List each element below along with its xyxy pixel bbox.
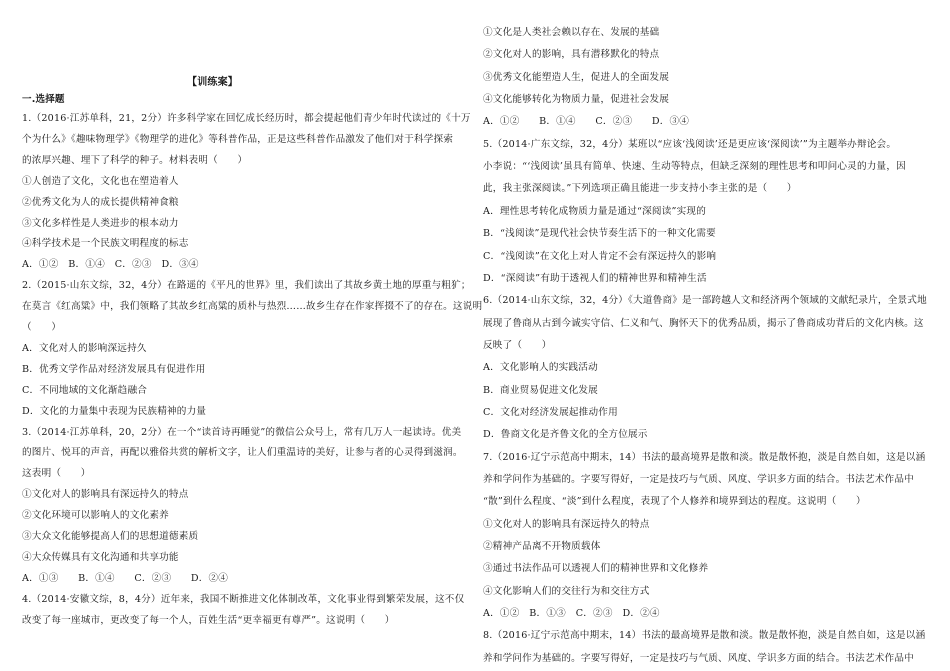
text-line: 5.（2014·广东文综，32，4分）某班以“应该‘浅阅读’还是更应该‘深阅读’”为主题举办辩论会。 [483, 139, 897, 150]
text-line: C．文化对经济发展起推动作用 [483, 407, 618, 418]
text-line: ④大众传媒具有文化沟通和共享功能 [22, 552, 179, 563]
text-line: D．鲁商文化是齐鲁文化的全方位展示 [483, 429, 648, 440]
text-line: 小李说：“‘浅阅读’虽具有简单、快速、生动等特点，但缺乏深刻的理性思考和叩问心灵的力量，因 [483, 161, 906, 172]
text-line: 3.（2014·江苏单科，20，2分）在一个“读首诗再睡觉”的微信公众号上，常有几万人一起读诗。优美 [22, 427, 462, 438]
text-line: C．不同地域的文化渐趋融合 [22, 385, 148, 396]
text-line: 的图片、悦耳的声音，再配以雅俗共赏的解析文字，让人们重温诗的美好，让参与者的心灵得到滋润。 [22, 447, 463, 458]
text-line: ①文化对人的影响具有深远持久的特点 [483, 519, 650, 530]
text-line: A．理性思考转化成物质力量是通过“深阅读”实现的 [483, 206, 707, 217]
text-line: ②精神产品离不开物质载体 [483, 541, 601, 552]
text-line: 反映了（ ） [483, 340, 552, 351]
text-line: ④科学技术是一个民族文明程度的标志 [22, 238, 189, 249]
text-line: 1.（2016·江苏单科，21，2分）许多科学家在回忆成长经历时，都会提起他们青少年时代读过的《十万 [22, 113, 471, 124]
text-line: D．“深阅读”有助于透视人们的精神世界和精神生活 [483, 273, 707, 284]
text-line: 养和学问作为基础的。字要写得好，一定是技巧与气质、风度、学识多方面的结合。书法艺术作品中 [483, 474, 914, 485]
text-line: 4.（2014·安徽文综，8，4分）近年来，我国不断推进文化体制改革，文化事业得到繁荣发展，这不仅 [22, 594, 465, 605]
text-line: ②文化对人的影响，具有潜移默化的特点 [483, 49, 660, 60]
text-line: A．文化对人的影响深远持久 [22, 343, 147, 354]
text-line: ④文化能够转化为物质力量，促进社会发展 [483, 94, 670, 105]
text-line: B．商业贸易促进文化发展 [483, 385, 598, 396]
text-line: ③文化多样性是人类进步的根本动力 [22, 218, 179, 229]
text-line: A．①② B．①③ C．②③ D．②④ [483, 608, 660, 619]
text-line: A．①② B．①④ C．②③ D．③④ [22, 259, 199, 270]
text-line: ④文化影响人们的交往行为和交往方式 [483, 586, 650, 597]
text-line: ①文化对人的影响具有深远持久的特点 [22, 489, 189, 500]
text-line: 改变了每一座城市，更改变了每一个人，百姓生活“更幸福更有尊严”。这说明（ ） [22, 615, 395, 626]
text-line: A．文化影响人的实践活动 [483, 362, 598, 373]
text-line: D．文化的力量集中表现为民族精神的力量 [22, 406, 207, 417]
text-line: “散”到什么程度、“淡”到什么程度，表现了个人修养和境界到达的程度。这说明（ ） [483, 496, 866, 507]
text-line: A．①② B．①④ C．②③ D．③④ [483, 116, 690, 127]
text-line: 6.（2014·山东文综，32，4分）《大道鲁商》是一部跨越人文和经济两个领域的文献纪录片，全景式地 [483, 295, 927, 306]
text-line: ①人创造了文化，文化也在塑造着人 [22, 176, 179, 187]
section-heading: 一.选择题 [22, 94, 65, 105]
text-line: A．①③ B．①④ C．②③ D．②④ [22, 573, 229, 584]
page-title: 【训练案】 [187, 77, 238, 88]
text-line: 展现了鲁商从古到今诚实守信、仁义和气、胸怀天下的优秀品质，揭示了鲁商成功背后的文化内核。这 [483, 318, 924, 329]
text-line: ③优秀文化能塑造人生，促进人的全面发展 [483, 72, 670, 83]
text-line: 个为什么》《趣味物理学》《物理学的进化》等科普作品，正是这些科普作品激发了他们对于科学探索 [22, 134, 454, 145]
text-line: （ ） [22, 322, 62, 333]
text-line: 在莫言《红高粱》中，我们领略了其故乡红高粱的质朴与热烈……故乡生存在作家挥掇不了的存在。这说明 [22, 301, 483, 312]
text-line: 的浓厚兴趣、埋下了科学的种子。材料表明（ ） [22, 155, 248, 166]
text-line: 此，我主张深阅读。”下列选项正确且能进一步支持小李主张的是（ ） [483, 183, 797, 194]
text-line: C．“浅阅读”在文化上对人肯定不会有深远持久的影响 [483, 251, 717, 262]
text-line: 这表明（ ） [22, 468, 91, 479]
text-line: ②文化环境可以影响人的文化素养 [22, 510, 169, 521]
text-line: 养和学问作为基础的。字要写得好，一定是技巧与气质、风度、学识多方面的结合。书法艺术作品中 [483, 653, 914, 664]
text-line: 8.（2016·辽宁示范高中期末，14）书法的最高境界是散和淡。散是散怀抱，淡是自然自如，这是以涵 [483, 630, 926, 641]
text-line: 7.（2016·辽宁示范高中期末，14）书法的最高境界是散和淡。散是散怀抱，淡是自然自如，这是以涵 [483, 452, 926, 463]
text-line: B．优秀文学作品对经济发展具有促进作用 [22, 364, 206, 375]
text-line: B．“浅阅读”是现代社会快节奏生活下的一种文化需要 [483, 228, 716, 239]
text-line: ②优秀文化为人的成长提供精神食粮 [22, 197, 179, 208]
text-line: 2.（2015·山东文综，32，4分）在路遥的《平凡的世界》里，我们读出了其故乡黄土地的厚重与粗犷； [22, 280, 471, 291]
text-line: ③通过书法作品可以透视人们的精神世界和文化修养 [483, 563, 709, 574]
text-line: ③大众文化能够提高人们的思想道德素质 [22, 531, 199, 542]
text-line: ①文化是人类社会赖以存在、发展的基础 [483, 27, 660, 38]
